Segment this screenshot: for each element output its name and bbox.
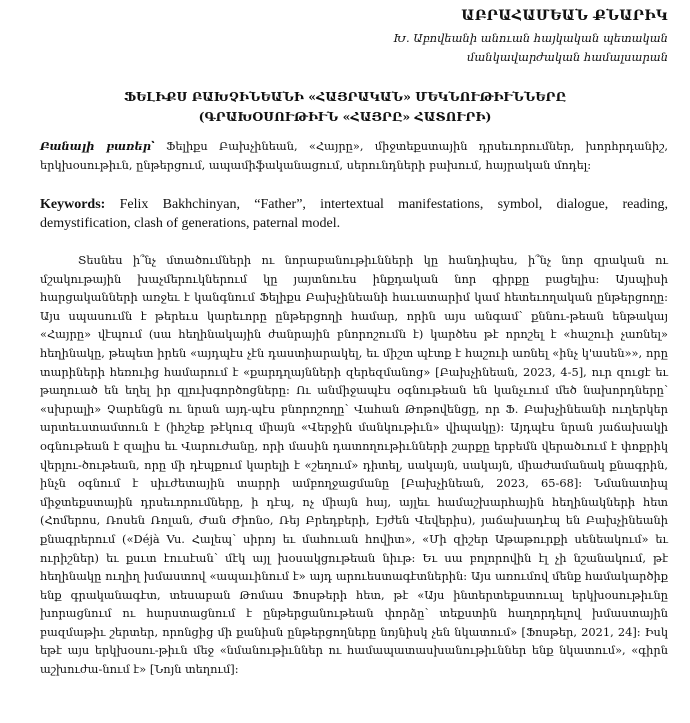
keywords-text-en: Felix Bakhchinyan, “Father”, intertextual manifestations, symbol, dialogue, reading, demystification, clash of generations, paternal model. — [40, 197, 668, 231]
body-paragraph: Տեսնես ի՞նչ մտածումների ու նորաբանութիւնների կը հանդիպես, ի՞նչ նոր զրական ու մշակութային խաչմերուկներում կը յայտնուես ինքդական նոր գիրքը բացելիս: Այսպիսի հարցականների առջեւ է կանգնում Ֆելիքս Բախչինեանի հաւատարիմ կամ հետեւողական ընթերցողը: Այս սպասումն է թերեւս կարեւորը ընթերցողի համար, որին այս անգամ՝ քննու-թեան ենթակայ «Հայրը» վէպում (սա հեղինակային ժանրային բնորոշումն է) կարծես թէ որոշել է «հաշուի չառնել» հեղինակը, թեպետ իրեն «այդպէս չէն դաստիարակել, եւ միշտ պէտք է հաշուի առնել «ինչ կ'ասեն»», որը տարիների հեռուից համարում է «քարդղայնների զերեզմանոց» [Բախչինեան, 2023, 4-5], ուր զուցէ եւ թաղուած են եղել իր զլուխգործոցները: Ու անմիջապէս օգնութեան են կանչւում մեծ նախորդները՝ «սխրալի» Չարենցն ու նրան այդ-պէս բնորոշողը՝ Վահան Թոթովենցը, որ Ֆ. Բախչինեանի ուղերկեր արտեւստամտուն է (իհշեք թէկուզ միայն «Վերջին մանկութիւն» վիպակը): Այդպէս նրան յաճախակի օգնութեան է զալիս եւ Վարուժանը, որի մասին դատողութիւնների շարքը երբեմն վերածւում է փոքրիկ վերլու-ծութեան, որը մի դէպքում կարելի է «շեղում» դիտել, սակայն, սակայն, միաժամանակ քնագրին, ինչն օգնում է սիւժետային տարրի ամբողջացմանը [Բախչինեան, 2023, 65-68]: Նմանատիպ միջտեքստային դրսեւորումները, ի դէպ, ոչ միայն հայ, այլեւ համաշխարհային հեղինակների հետ (Հոմերոս, Ռոսեն Ռոլան, Ժան Ժիոնօ, Ռեյ Բրեդբերի, Էյժեն Վեվերիս), յաճախադէպ են Բախչինեանի քնագրերում («Déjà Vu. Հալեպ՝ սիրոյ եւ մահուան հովիտ», «Մի զիշեր Աթաթուրքի սենեակում» եւ ուրիշներ) եւ քսւտ էուսէան՝ մէկ այլ խօսակցութեան նիւթ: Եւ սա բոլորովին էլ չի նշանակում, թէ հեղինակը ուղիղ խմաստով «ապաւինում է» այդ արուեստագէտներին: Այս առումով մենք համակարծիք ենք գրականագէտ, տեսաբան Թոմաս Ֆոսթերի հետ, թէ «Այս ինտերտեքստուալ երկխօսութիւնը խորացնում ու հարստացնում է ընթերցանութեան փորձը՝ տեքստին հաղորդելով խմաստային բազմաթիւ շերտեր, որոնցից մի քանիսն ընթերցողները նոյնիսկ չեն նկատում» [Ֆոսթեր, 2021, 24]: Իսկ եթէ այս երկխօսու-թիւն մեջ «նմանութիւններ ու համապատասխանութիւններ ենք նկատում», «գիրն աշխուժա-նում է» [Նոյն տեղում]: — [40, 253, 668, 677]
keywords-text-hy: Ֆելիքս Բախչինեան, «Հայրը», միջտեքստային դրսեւորումներ, խորհրդանիշ, երկխօսութիւն, ընթերցում, ապամիֆականացում, սերունդների բախում, հայրական մոդել: — [40, 139, 668, 172]
title-line-2: (ԳՐԱԽՕՍՈՒԹԻՒՆ «ՀԱՅՐԸ» ՀԱՏՈՒՐԻ) — [198, 109, 492, 124]
keywords-english — [40, 196, 668, 233]
keywords-label-hy: Բանալի բառեր՝ — [40, 139, 155, 153]
article-title — [0, 87, 690, 127]
author-name: ԱԲՐԱՀԱՄԵԱՆ ՔՆԱՐԻԿ — [461, 8, 668, 24]
author-affiliation: Խ. Աբովեանի անուան հայկական պետական մանկավարժական համալսարան — [393, 31, 668, 64]
keywords-label-en: Keywords: — [40, 197, 106, 212]
keywords-armenian — [40, 137, 668, 174]
title-line-1: ՖԵԼԻՔՍ ԲԱԽՉԻՆԵԱՆԻ «ՀԱՅՐԱԿԱՆ» ՄԵԿՆՈՒԹԻՒՆՆԵՐԸ — [123, 89, 567, 104]
